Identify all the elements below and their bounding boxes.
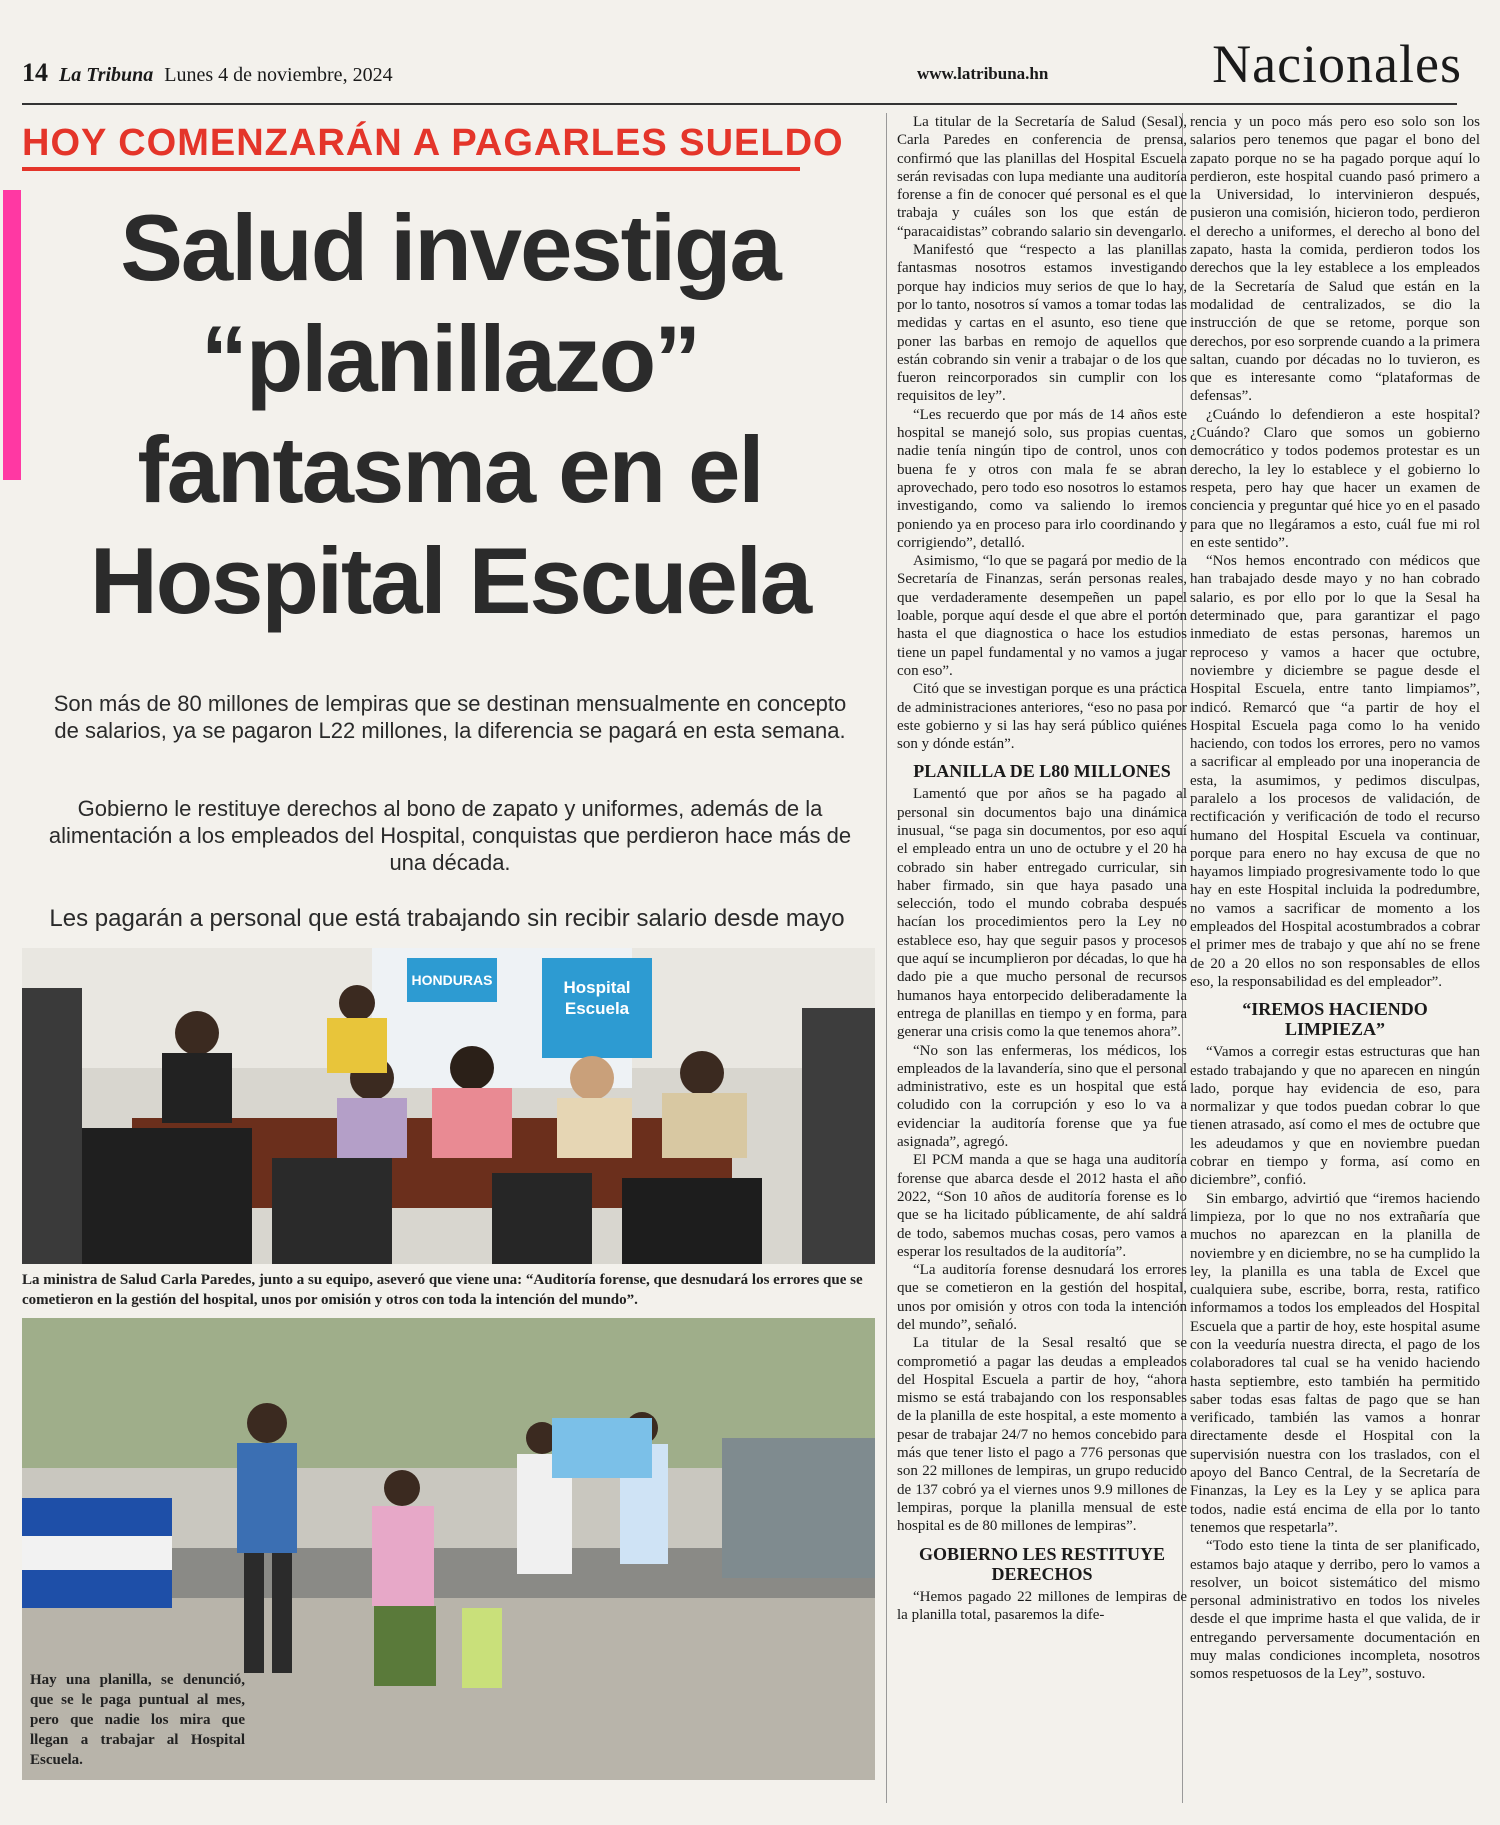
photo-caption-1: La ministra de Salud Carla Paredes, junto a su equipo, aseveró que viene una: “Auditoría forense, que desnudará los errores que se cometieron en la gestión del hospital, unos por omisión y otros con toda la intención del mundo”. — [22, 1272, 863, 1308]
paragraph: Lamentó que por años se ha pagado al personal sin documentos bajo una dinámica inusual, “se paga sin documentos, por eso aquí el empleado entra un uno de octubre y el 20 ha cobrado sin haber entregado curricular, sin haber firmado, sin que haya pasado una selección, todo el mundo cobraba después hacían los procedimientos pero la Ley no establece eso, hay que seguir pasos y procesos que aquí se incumplieron por décadas, lo que ha dado pie a que mucho personal de recursos humanos haya entorpecido deliberadamente la entrega de planillas en tiempo y en forma, para generar una crisis como la que tenemos ahora”. — [897, 786, 1187, 1041]
subhead: “IREMOS HACIENDO LIMPIEZA” — [1242, 999, 1428, 1040]
hospital-sign-line1: Hospital — [563, 978, 631, 997]
paragraph: Sin embargo, advirtió que “iremos haciendo limpieza, por lo que no nos extrañaría que muchos no aparezcan en la planilla de noviembre y en diciembre, no se ha cumplido la ley, la planilla es una tabla de Excel que cualquiera sube, escribe, borra, resta, ratifico informamos a todos los empleados del Hospital Escuela que a partir de hoy, este hospital asume con la veeduría nuestra directa, el pago de los colaboradores tal cual se ha venido haciendo hasta septiembre, esto también ha permitido saber todas esas faltas de pago que se han verificado, también las vamos a honrar directamente desde el Hospital con la supervisión nuestra con los traslados, con el apoyo del Banco Central, de la Secretaría de Finanzas, la Ley es la Ley y se aplica para todos, nadie está encima de ella por lo tanto tenemos que respetarla”. — [1190, 1190, 1480, 1536]
paragraph: La titular de la Sesal resaltó que se comprometió a pagar las deudas a empleados del Hospital Escuela a partir de hoy, “ahora mismo se está trabajando con los responsables de la planilla de este hospital, a este momento a pesar de trabajar 24/7 no hemos concebido para más que tener listo el pago a 776 personas que son 22 millones de lempiras, un grupo reducido de 137 cobró ya el viernes unos 9.9 millones de lempiras, porque la planilla mensual de este hospital es de 80 millones de lempiras”. — [897, 1335, 1187, 1535]
paragraph: Citó que se investigan porque es una práctica de administraciones anteriores, “eso no pasa por este gobierno y si las hay será público quiénes son y dónde están”. — [897, 681, 1187, 753]
page-number: 14 — [22, 58, 48, 87]
kicker-underline — [22, 167, 800, 171]
deck-2: Gobierno le restituye derechos al bono de zapato y uniformes, además de la alimentación a los empleados del Hospital, conquistas que perdieron hace más de una década. — [48, 796, 852, 875]
honduras-sign-text: HONDURAS — [411, 972, 493, 988]
paragraph: La titular de la Secretaría de Salud (Sesal), Carla Paredes en conferencia de prensa, confirmó que las planillas del Hospital Escuela serán revisadas con lupa mediante una auditoría forense a fin de conocer qué personal es el que trabaja y cuáles son los que están de “paracaidistas” cobrando salario sin devengarlo. — [897, 114, 1187, 240]
website-url: www.latribuna.hn — [917, 64, 1049, 83]
photo-caption-2: Hay una planilla, se denunció, que se le paga puntual al mes, pero que nadie los mira que llegan a trabajar al Hospital Escuela. — [30, 1672, 245, 1768]
subhead: PLANILLA DE L80 MILLONES — [913, 761, 1171, 782]
paragraph: “No son las enfermeras, los médicos, los empleados de la lavandería, sino que el personal administrativo, este es un hospital que está coludido con la corrupción y eso lo va a evidenciar la auditoría forense que ya fue asignada”, agregó. — [897, 1042, 1187, 1151]
issue-date: Lunes 4 de noviembre, 2024 — [164, 64, 393, 86]
hospital-sign-line2: Escuela — [564, 999, 630, 1018]
paragraph: Manifestó que “respecto a las planillas fantasmas nosotros estamos investigando porque hay indicios muy serios de que lo hay, por lo tanto, nosotros sí vamos a tomar todas las medidas y cartas en el asunto, eso tiene que poner las barbas en remojo de aquellos que están cobrando sin venir a trabajar o de los que fueron reincorporados sin cumplir con los requisitos de ley”. — [897, 242, 1187, 405]
press-conference-photo — [22, 948, 875, 1264]
paragraph: “Les recuerdo que por más de 14 años este hospital se manejó solo, sus propias cuentas, nadie tenía ningún tipo de control, unos con buena fe y otros con mala fe se abran aprovechado, pero todo eso nosotros lo estamos investigando, como va saliendo lo iremos poniendo ya en proceso para irlo coordinando y corrigiendo”, detalló. — [897, 406, 1187, 551]
column-divider — [886, 113, 887, 1803]
paragraph: “Vamos a corregir estas estructuras que han estado trabajando y que no aparecen en ningún lado, porque hay evidencia de eso, para normalizar y que todos puedan cobrar lo que tienen atrasado, así como el mes de octubre que les adeudamos y que en noviembre puedan cobrar en tiempo y forma, así como en diciembre”, confió. — [1190, 1044, 1480, 1189]
deck-3: Les pagarán a personal que está trabajando sin recibir salario desde mayo — [49, 905, 845, 932]
paragraph: El PCM manda a que se haga una auditoría forense que abarca desde el 2012 hasta el año 2022, “Son 10 años de auditoría forense es lo que se ha licitado públicamente, de ahí saldrá de todo, sabemos muchas cosas, pero vamos a esperar los resultados de la auditoría”. — [897, 1152, 1187, 1260]
section-title: Nacionales — [1212, 34, 1462, 94]
paragraph: rencia y un poco más pero eso solo son los salarios pero tenemos que pagar el bono del zapato porque no se ha pagado porque aquí lo perdieron, este hospital cuando pasó primero a la Universidad, lo intervinieron después, pusieron una comisión, hicieron todo, perdieron el derecho a uniformes, el derecho al bono del zapato, hasta la comida, perdieron todos los derechos que la ley establece a los empleados de la Secretaría de Salud que están en la modalidad de centralizados, se dio la instrucción de que se retome, porque son derechos, por eso sorprende cuando a la primera saltan, cuando por décadas no lo tuvieron, es que es interesante como “plataformas de defensas”. — [1190, 114, 1480, 405]
subhead: GOBIERNO LES RESTITUYE DERECHOS — [918, 1543, 1166, 1584]
paragraph: Asimismo, “lo que se pagará por medio de la Secretaría de Finanzas, serán personas reales, que verdaderamente desempeñen un papel loable, porque aquí desde el que abre el portón hasta el que diagnostica o hace los estudios tiene un papel fundamental y no vamos a jugar con eso”. — [897, 553, 1187, 679]
deck-1: Son más de 80 millones de lempiras que se destinan mensualmente en concepto de salarios, ya se pagaron L22 millones, la diferencia se pagará en esta semana. — [53, 691, 847, 743]
kicker: HOY COMENZARÁN A PAGARLES SUELDO — [22, 122, 844, 164]
article-column-1 — [897, 113, 1187, 1818]
paragraph: “Hemos pagado 22 millones de lempiras de la planilla total, pasaremos la dife- — [897, 1588, 1187, 1623]
header-rule — [22, 103, 1457, 105]
paragraph: “La auditoría forense desnudará los errores que se cometieron en la gestión del hospital, unos por omisión y otros con toda la intención del mundo”, señaló. — [897, 1262, 1187, 1333]
page-header — [22, 34, 1462, 100]
folio — [22, 58, 393, 88]
headline: Salud investiga “planillazo” fantasma en el Hospital Escuela — [89, 195, 811, 633]
highlighter-mark — [3, 190, 21, 480]
paragraph: “Nos hemos encontrado con médicos que han trabajado desde mayo y no han cobrado salario, es por ello por lo que la Sesal ha determinado que, para garantizar el pago inmediato de estas personas, haremos un reproceso y vamos a hacer que octubre, noviembre y diciembre se pague desde el Hospital Escuela, entre tanto limpiamos”, indicó. Remarcó que “a partir de hoy el Hospital Escuela paga como lo ha venido haciendo, con todos los errores, pero no vamos a sacrificar al empleado por una inoperancia de esta, la asumimos, y pedimos disculpas, paralelo a los procesos de validación, de rectificación y verificación de todo el recurso humano del Hospital Escuela va continuar, porque para enero no hay excusa de que no hayamos limpiado progresivamente todo lo que hay en este Hospital incluida la podredumbre, no vamos a sacrificar de momento a los empleados del Hospital acostumbrados a cobrar el primer mes de trabajo y que ahí no se frene de 20 a 20 ellos no son responsables de ellos eso, la responsabilidad es del empleador”. — [1190, 553, 1480, 990]
paragraph: “Todo esto tiene la tinta de ser planificado, estamos bajo ataque y derribo, pero lo vamos a resolver, un boicot sistemático del mismo personal administrativo en todos los niveles desde el que imprime hasta el que valida, de ir entregando perversamente documentación en muy malas condiciones incompleta, nosotros somos respetuosos de la Ley”, sostuvo. — [1190, 1538, 1480, 1683]
paragraph: ¿Cuándo lo defendieron a este hospital? ¿Cuándo? Claro que somos un gobierno democrático y todos podemos protestar es un derecho, la ley lo establece y el gobierno lo respeta, pero hay que hacer un examen de conciencia y preguntar qué hice yo en el pasado para que no llegáramos a esto, cuál fue mi rol en este sentido”. — [1190, 406, 1480, 551]
article-column-2 — [1190, 113, 1480, 1798]
newspaper-name: La Tribuna — [59, 64, 154, 86]
